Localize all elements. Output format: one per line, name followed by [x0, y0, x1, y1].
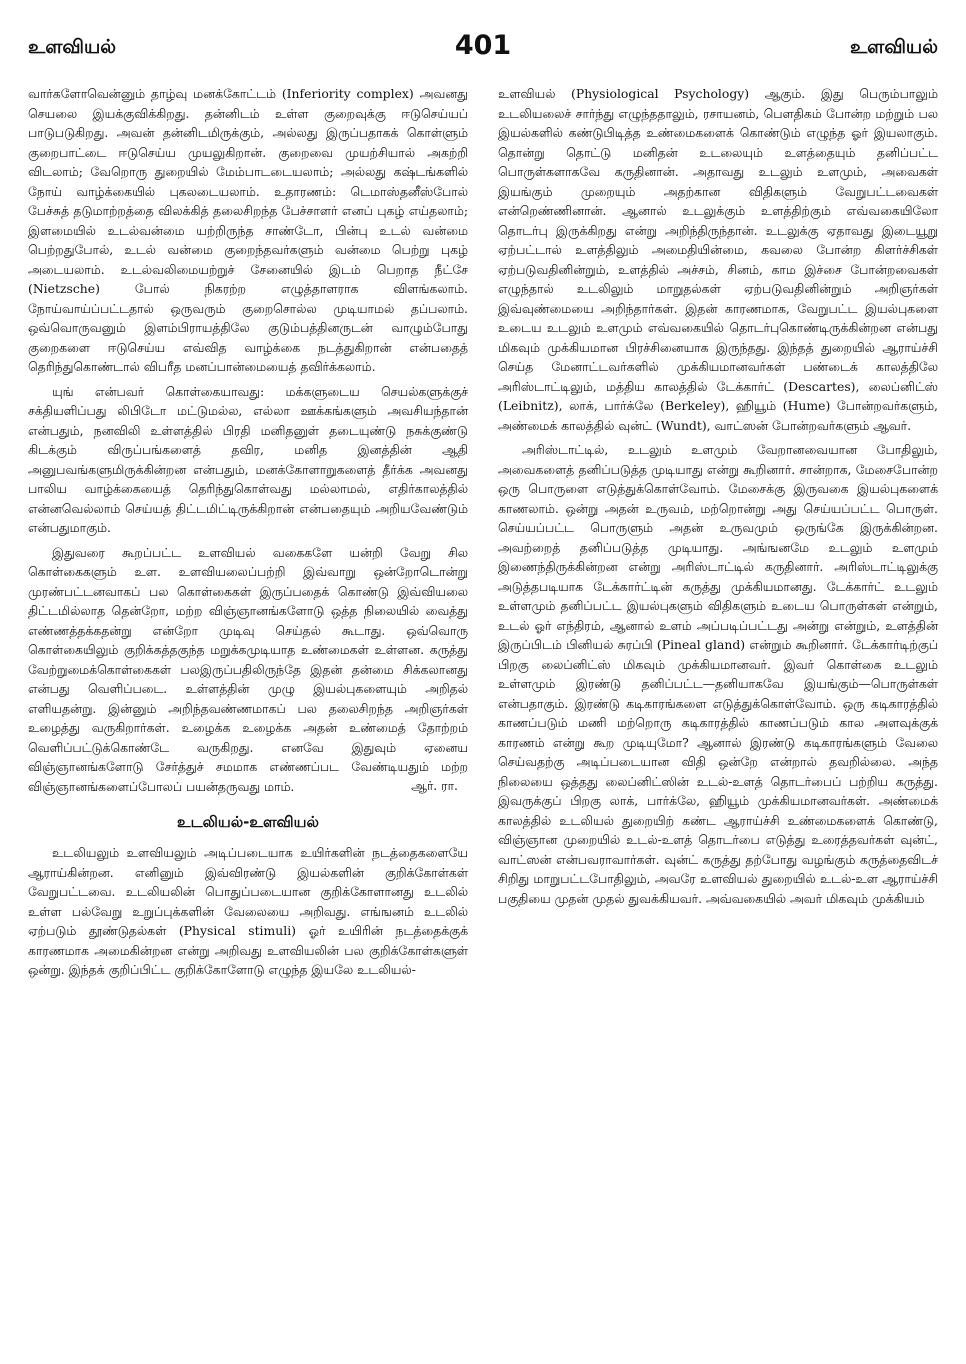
paragraph: அரிஸ்டாட்டில், உடலும் உளமும் வேறானவையான போதிலும், அவைகளைத் தனிப்படுத்த முடியாது என்று கூறினார். சான்றாக, மேசைபோன்ற ஒரு பொருளை எடுத்துக்கொள்வோம். மேசைக்கு இருவகை இயல்புகளைக் காணலாம். ஒன்று அதன் உருவம், மற்றொன்று அது செய்யப்பட்ட பொருள். செய்யப்பட்ட பொருளும் அதன் உருவமும் ஒருங்கே இருக்கின்றன. அவற்றைத் தனிப்படுத்த முடியாது. அங்ஙனமே உடலும் உளமும் இணைந்திருக்கின்றன என்று அரிஸ்டாட்டில் கருதினார். அரிஸ்டாட்டிலுக்கு அடுத்தபடியாக டேக்கார்ட்டின் கருத்து முக்கியமானது. டேக்கார்ட் உடலும் உள்ளமும் தனிப்பட்ட இயல்புகளும் விதிகளும் உடைய பொருள்கள் என்றும், உடல் ஓர் எந்திரம், ஆனால் உளம் அப்படிப்பட்டது அன்று என்றும், உளத்தின் இருப்பிடம் பினியல் சுரப்பி (Pineal gland) என்றும் கூறினார். டேக்கார்டிற்குப் பிறகு லைப்னிட்ஸ் மிகவும் முக்கியமானவர். இவர் கொள்கை உடலும் உள்ளமும் இரண்டு தனிப்பட்ட—தனியாகவே இயங்கும்—பொருள்கள் என்பதாகும். இரண்டு கடிகாரங்களை எடுத்துக்கொள்வோம். ஒரு கடிகாரத்தில் காணப்படும் மணி மற்றொரு கடிகாரத்தில் காணப்படும் கால அளவுக்குக் காரணம் என்று கூற முடியுமோ? ஆனால் இரண்டு கடிகாரங்களும் வேலை செய்வதற்கு அடிப்படையான விதி ஒன்றே என்றால் தவறில்லை. அந்த நிலையை ஒத்தது லைப்னிட்ஸின் உடல்-உளத் தொடர்பைப் பற்றிய கருத்து. இவருக்குப் பிறகு லாக், பார்க்லே, ஹியூம் முக்கியமானவர்கள். அண்மைக் காலத்தில் உடலியல் துறையிற் கண்ட ஆராய்ச்சி உண்மைகளைக் கொண்டு, விஞ்ஞான முறையில் உடல்-உளத் தொடர்பை எடுத்து உரைத்தவர்கள் வுன்ட், வாட்ஸன் என்பவராவார்கள். வுன்ட் கருத்து தற்போது வழங்கும் கருத்தைவிடச் சிறிது மாறுபட்டபோதிலும், அவரே உளவியல் துறையில் உடல்-உள ஆராய்ச்சி பகுதியை முதன் முதல் துவக்கியவர். அவ்வகையில் அவர் மிகவும் முக்கியம்	[498, 442, 938, 906]
paragraph: யுங் என்பவர் கொள்கையாவது: மக்களுடைய செயல்களுக்குச் சக்தியளிப்பது லிபிடோ மட்டுமல்ல, எல்லா ஊக்கங்களும் அவசியந்தான் என்பதும், நனவிலி உள்ளத்தில் பிரதி மனிதனுள் தடையுண்டு நசுக்குண்டு கிடக்கும் விருப்பங்களைத் தவிர, மனித இனத்தின் ஆதி அனுபவங்களுமிருக்கின்றன என்பதும், மனக்கோளாறுகளைத் தீர்க்க அவனது பாலிய வாழ்க்கையைத் தெரிந்துகொள்வது மல்லாமல், எதிர்காலத்தில் என்னவெல்லாம் செய்யத் திட்டமிட்டிருக்கிறான் என்பதையும் அறியவேண்டும் என்பதுமாகும்.	[28, 383, 468, 535]
running-head-right: உளவியல்	[849, 36, 938, 58]
paragraph: வார்களோவென்னும் தாழ்வு மனக்கோட்டம் (Inferiority complex) அவனது செயலை இயக்குவிக்கிறது. தன்னிடம் உள்ள குறைவுக்கு ஈடுசெய்யப் பாடுபடுகிறது. அவன் தன்னிடமிருக்கும், அல்லது இருப்பதாகக் கொள்ளும் குறைபாட்டை ஈடுசெய்ய முயலுகிறான். குறைவை முயற்சியால் அகற்றி விடலாம்; வேறொரு துறையில் மேம்பாடடையலாம்; அல்லது கஷ்டங்களில் நோய் வாழ்க்கையில் புகலடையலாம். உதாரணம்: டெமாஸ்தனீஸ்போல் பேச்சுத் தடுமாற்றத்தை விலக்கித் தலைசிறந்த பேச்சாளர் எனப் புகழ் எய்தலாம்; இளமையில் உடல்வன்மை யற்றிருந்த சாண்டோ, பின்பு உடல் வன்மை பெற்றதுபோல், உடல் வன்மை குறைந்தவர்களும் வன்மை பெற்று புகழ் அடையலாம். உடல்வலிமையற்றுச் சேனையில் இடம் பெறாத நீட்சே (Nietzsche) போல் நிகரற்ற எழுத்தாளராக விளங்கலாம். நோய்வாய்ப்பட்டதால் ஒருவரும் குறைசொல்ல முடியாமல் தப்பலாம். ஒவ்வொருவனும் இளம்பிராயத்திலே குடும்பத்தினருடன் வாழும்போது குறைகளை ஈடுசெய்ய எவ்வித வாழ்க்கை நடத்துகிறான் என்பதைத் தெரிந்துகொண்டால் விபரீத மனப்பான்மையைத் தவிர்க்கலாம்.	[28, 86, 468, 374]
running-head-left: உளவியல்	[28, 36, 117, 58]
text-columns	[28, 84, 938, 985]
page-number: 401	[454, 30, 512, 61]
left-column	[28, 84, 468, 985]
right-column	[498, 84, 938, 985]
paragraph: உளவியல் (Physiological Psychology) ஆகும். இது பெரும்பாலும் உடலியலைச் சார்ந்து எழுந்ததாலும், ரசாயனம், பௌதிகம் போன்ற மற்றும் பல இயல்களில் கண்டுபிடித்த உண்மைகளைக் கொண்டும் எழுந்த ஓர் இயலாகும். தொன்று தொட்டு மனிதன் உடலையும் உளத்தையும் தனிப்பட்ட பொருள்களாகவே கருதினான். அதாவது உடலும் உளமும், அவைகள் இயங்கும் முறையும் அதற்கான விதிகளும் வேறுபட்டவைகள் என்றெண்ணினான். ஆனால் உடலுக்கும் உளத்திற்கும் எவ்வகையிலோ தொடர்பு இருக்கிறது என்று அறிந்திருந்தான். உடலுக்கு ஏதாவது இடையூறு ஏற்பட்டால் உளத்திலும் அமைதியின்மை, கவலை போன்ற கிளர்ச்சிகள் ஏற்படுவதினின்றும், உளத்தில் அச்சம், சினம், காம இச்சை போன்றவைகள் எழுந்தால் உடலிலும் மாறுதல்கள் ஏற்படுவதினின்றும் அறிஞர்கள் இவ்வுண்மையை அறிந்தார்கள். இதன் காரணமாக, வேறுபட்ட இயல்புகளை உடைய உடலும் உளமும் எவ்வகையில் தொடர்புகொண்டிருக்கின்றன என்பது மிகவும் முக்கியமான பிரச்சினையாக இருந்தது. இந்தத் துறையில் ஆராய்ச்சி செய்த மேனாட்டவர்களில் முக்கியமானவர்கள் பண்டைக் காலத்திலே அரிஸ்டாட்டிலும், மத்திய காலத்தில் டேக்கார்ட் (Descartes), லைப்னிட்ஸ் (Leibnitz), லாக், பார்க்லே (Berkeley), ஹியூம் (Hume) போன்றவர்களும், அண்மைக் காலத்தில் வுன்ட் (Wundt), வாட்ஸன் போன்றவர்களும் ஆவர்.	[498, 86, 938, 433]
author-signature: ஆர். ரா.	[411, 778, 458, 793]
page-header	[28, 30, 938, 84]
paragraph: இதுவரை கூறப்பட்ட உளவியல் வகைகளே யன்றி வேறு சில கொள்கைகளும் உள. உளவியலைப்பற்றி இவ்வாறு ஒன்றோடொன்று முரண்பட்டனவாகப் பல கொள்கைகள் இருப்பதைக் கொண்டு இவ்வியலை திட்டமில்லாத தென்றோ, மற்ற விஞ்ஞானங்களோடு ஒத்த நிலையில் வைத்து எண்ணத்தக்கதன்று என்றோ முடிவு செய்தல் கூடாது. ஒவ்வொரு கொள்கையிலும் குறிக்கத்தகுந்த மறுக்கமுடியாத உண்மைகள் உள்ளன. கருத்து வேற்றுமைக்கொள்கைகள் பலஇருப்பதிலிருந்தே இதன் தன்மை சிக்கலானது என்பது வெளிப்படை. உள்ளத்தின் முழு இயல்புகளையும் அறிதல் எளியதன்று. இன்னும் அறிந்தவண்ணமாகப் பல தலைசிறந்த அறிஞர்கள் உழைத்து வருகிறார்கள். உழைக்க உழைக்க அதன் உண்மைத் தோற்றம் வெளிப்பட்டுக்கொண்டே வருகிறது. எனவே இதுவும் ஏனைய விஞ்ஞானங்களோடு சேர்த்துச் சமமாக எண்ணப்பட வேண்டியதும் மற்ற விஞ்ஞானங்களைப்போலப் பயன்தருவது மாம்.	[28, 544, 468, 794]
paragraph: உடலியலும் உளவியலும் அடிப்படையாக உயிர்களின் நடத்தைகளையே ஆராய்கின்றன. எனினும் இவ்விரண்டு இயல்களின் குறிக்கோள்கள் வேறுபட்டவை. உடலியலின் பொதுப்படையான குறிக்கோளானது உடலில் உள்ள பல்வேறு உறுப்புக்களின் வேலையை அறிவது. எங்ஙனம் உடலில் ஏற்படும் தூண்டுதல்கள் (Physical stimuli) ஓர் உயிரின் நடத்தைக்குக் காரணமாக அமைகின்றன என்று அறிவது உளவியலின் பல குறிக்கோள்களுள் ஒன்று. இந்தக் குறிப்பிட்ட குறிக்கோளோடு எழுந்த இயலே உடலியல்-	[28, 845, 468, 977]
section-heading: உடலியல்-உளவியல்	[177, 813, 319, 831]
